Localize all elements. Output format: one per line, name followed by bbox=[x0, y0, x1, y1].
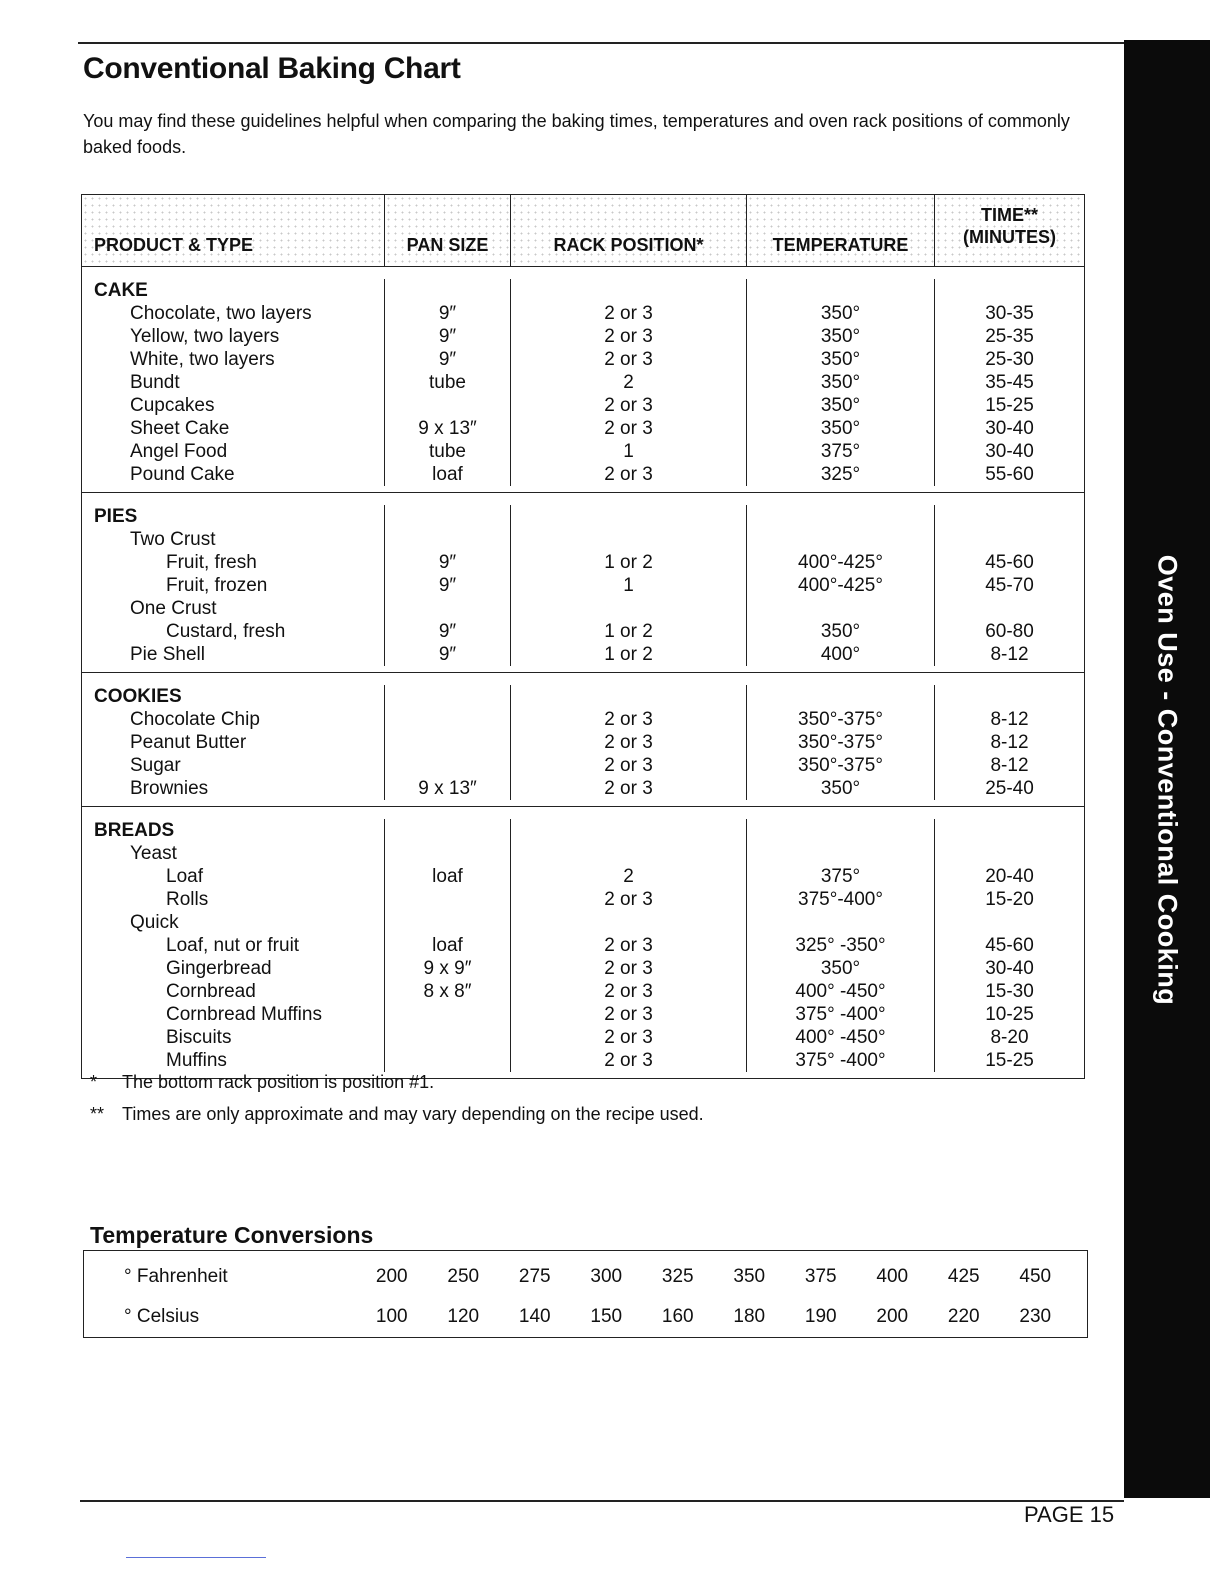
spacer bbox=[511, 279, 746, 302]
cell-time bbox=[935, 528, 1084, 551]
cell-rack: 2 or 3 bbox=[604, 755, 653, 776]
cell-time: 45-60 bbox=[985, 935, 1034, 956]
conversion-value: 375 bbox=[804, 1266, 837, 1287]
rack-position-col bbox=[510, 685, 746, 800]
rack-position-col bbox=[510, 279, 746, 486]
table-body bbox=[82, 267, 1084, 1078]
cell-pan bbox=[385, 1049, 510, 1072]
cell-temp bbox=[747, 528, 934, 551]
cell-temp: 375° bbox=[820, 441, 861, 462]
cell-temp: 350°-375° bbox=[798, 755, 883, 776]
conversions-table bbox=[83, 1250, 1088, 1338]
conversion-value: 200 bbox=[876, 1306, 909, 1327]
cell-time: 10-25 bbox=[985, 1004, 1034, 1025]
cell-rack: 2 or 3 bbox=[604, 326, 653, 347]
cell-pan: 9″ bbox=[438, 326, 457, 347]
cell-pan: loaf bbox=[432, 464, 463, 485]
cell-time: 60-80 bbox=[985, 621, 1034, 642]
cell-rack: 1 or 2 bbox=[604, 552, 653, 573]
cell-product: Chocolate, two layers bbox=[130, 303, 312, 324]
cell-product: Pound Cake bbox=[130, 464, 235, 485]
cell-time: 55-60 bbox=[985, 464, 1034, 485]
header-rack-position: RACK POSITION* bbox=[510, 195, 746, 266]
cell-time: 25-35 bbox=[985, 326, 1034, 347]
cell-product: Angel Food bbox=[130, 441, 228, 462]
cell-pan: loaf bbox=[432, 866, 463, 887]
conversion-value: 150 bbox=[590, 1306, 623, 1327]
cell-rack: 2 or 3 bbox=[604, 349, 653, 370]
cell-pan: 9″ bbox=[438, 349, 457, 370]
cell-time bbox=[935, 842, 1084, 865]
cell-temp: 350° bbox=[820, 958, 861, 979]
cell-product: Biscuits bbox=[166, 1027, 232, 1048]
conversion-value: 250 bbox=[447, 1266, 480, 1287]
conversion-value: 190 bbox=[804, 1306, 837, 1327]
cell-time: 45-60 bbox=[985, 552, 1034, 573]
spacer bbox=[935, 279, 1084, 302]
category-label: CAKE bbox=[94, 280, 148, 301]
cell-temp: 400° -450° bbox=[795, 1027, 886, 1048]
cell-rack bbox=[511, 528, 746, 551]
cell-rack: 2 or 3 bbox=[604, 732, 653, 753]
cell-pan: 9″ bbox=[438, 575, 457, 596]
cell-rack: 2 or 3 bbox=[604, 464, 653, 485]
spacer bbox=[935, 685, 1084, 708]
cell-rack: 2 or 3 bbox=[604, 958, 653, 979]
cell-product: Pie Shell bbox=[130, 644, 205, 665]
cell-rack: 2 or 3 bbox=[604, 889, 653, 910]
cell-time: 8-12 bbox=[990, 644, 1029, 665]
cell-pan bbox=[385, 528, 510, 551]
conversion-value: 100 bbox=[375, 1306, 408, 1327]
temperature-col bbox=[746, 279, 934, 486]
cell-rack bbox=[511, 911, 746, 934]
cell-time: 8-20 bbox=[990, 1027, 1029, 1048]
footnotes bbox=[90, 1072, 704, 1136]
cell-time: 15-25 bbox=[985, 1050, 1034, 1071]
cell-temp: 350° bbox=[820, 418, 861, 439]
product-col bbox=[82, 505, 384, 666]
pan-size-col bbox=[384, 279, 510, 486]
baking-chart-table bbox=[81, 194, 1085, 1079]
cell-pan bbox=[385, 754, 510, 777]
header-product: PRODUCT & TYPE bbox=[82, 195, 384, 266]
conversion-value: 325 bbox=[661, 1266, 694, 1287]
cell-product: Yellow, two layers bbox=[130, 326, 280, 347]
cell-pan: 8 x 8″ bbox=[423, 981, 472, 1002]
cell-temp: 350° bbox=[820, 621, 861, 642]
time-col bbox=[934, 505, 1084, 666]
spacer bbox=[747, 279, 934, 302]
cell-rack: 2 or 3 bbox=[604, 709, 653, 730]
spacer bbox=[511, 819, 746, 842]
cell-pan: 9″ bbox=[438, 552, 457, 573]
cell-rack: 1 or 2 bbox=[604, 621, 653, 642]
cell-pan: 9″ bbox=[438, 644, 457, 665]
cell-temp: 400° bbox=[820, 644, 861, 665]
cell-temp: 375° bbox=[820, 866, 861, 887]
cell-pan bbox=[385, 731, 510, 754]
cell-temp: 400°-425° bbox=[798, 552, 883, 573]
spacer bbox=[385, 505, 510, 528]
cell-time: 45-70 bbox=[985, 575, 1034, 596]
cell-rack: 2 or 3 bbox=[604, 1050, 653, 1071]
cell-product: Quick bbox=[130, 912, 179, 933]
cell-pan: tube bbox=[429, 441, 466, 462]
cell-rack bbox=[511, 597, 746, 620]
cell-pan bbox=[385, 708, 510, 731]
cell-product: One Crust bbox=[130, 598, 217, 619]
conversion-value: 180 bbox=[733, 1306, 766, 1327]
top-rule bbox=[78, 42, 1124, 44]
cell-temp: 350° bbox=[820, 326, 861, 347]
product-col bbox=[82, 279, 384, 486]
cell-temp: 375° -400° bbox=[795, 1050, 886, 1071]
conversion-value: 120 bbox=[447, 1306, 480, 1327]
conversion-value: 230 bbox=[1019, 1306, 1052, 1327]
spacer bbox=[747, 685, 934, 708]
cell-temp: 350° bbox=[820, 395, 861, 416]
cell-time: 15-25 bbox=[985, 395, 1034, 416]
table-section-pies bbox=[82, 493, 1084, 673]
conversion-row bbox=[84, 1297, 1087, 1337]
conversion-row bbox=[84, 1257, 1087, 1297]
cell-pan: 9 x 13″ bbox=[418, 418, 477, 439]
header-temperature: TEMPERATURE bbox=[746, 195, 934, 266]
header-time-line2: (MINUTES) bbox=[963, 226, 1056, 247]
cell-product: Sheet Cake bbox=[130, 418, 230, 439]
footnote bbox=[90, 1072, 704, 1104]
cell-pan bbox=[385, 1026, 510, 1049]
cell-time: 8-12 bbox=[990, 732, 1029, 753]
cell-temp bbox=[747, 842, 934, 865]
cell-rack: 2 or 3 bbox=[604, 935, 653, 956]
cell-product: Muffins bbox=[166, 1050, 227, 1071]
cell-temp: 375° -400° bbox=[795, 1004, 886, 1025]
pan-size-col bbox=[384, 505, 510, 666]
cell-temp: 350°-375° bbox=[798, 709, 883, 730]
cell-product: Rolls bbox=[166, 889, 209, 910]
spacer bbox=[385, 685, 510, 708]
cell-rack: 2 bbox=[623, 866, 634, 887]
conversions-title: Temperature Conversions bbox=[90, 1222, 374, 1248]
cell-time: 25-40 bbox=[985, 778, 1034, 799]
cell-pan bbox=[385, 1003, 510, 1026]
cell-product: Cornbread Muffins bbox=[166, 1004, 322, 1025]
footnote-mark: ** bbox=[90, 1104, 105, 1124]
cell-temp: 350° bbox=[820, 303, 861, 324]
spacer bbox=[747, 819, 934, 842]
scan-mark bbox=[126, 1557, 266, 1558]
cell-rack: 1 or 2 bbox=[604, 644, 653, 665]
product-col bbox=[82, 685, 384, 800]
temperature-col bbox=[746, 819, 934, 1072]
spacer bbox=[935, 819, 1084, 842]
rack-position-col bbox=[510, 505, 746, 666]
cell-pan bbox=[385, 597, 510, 620]
cell-product: Fruit, frozen bbox=[166, 575, 268, 596]
cell-rack: 2 or 3 bbox=[604, 1004, 653, 1025]
cell-pan bbox=[385, 394, 510, 417]
cell-temp: 400° -450° bbox=[795, 981, 886, 1002]
spacer bbox=[385, 819, 510, 842]
intro-text: You may find these guidelines helpful when comparing the baking times, temperatures and oven rack positions of commonly baked foods. bbox=[83, 111, 1070, 157]
cell-temp bbox=[747, 597, 934, 620]
cell-product: Chocolate Chip bbox=[130, 709, 260, 730]
cell-temp: 350°-375° bbox=[798, 732, 883, 753]
conversion-value: 200 bbox=[375, 1266, 408, 1287]
cell-time: 8-12 bbox=[990, 709, 1029, 730]
table-section-breads bbox=[82, 807, 1084, 1078]
side-tab-label: Oven Use - Conventional Cooking bbox=[1152, 554, 1183, 1006]
cell-rack: 2 or 3 bbox=[604, 303, 653, 324]
conversion-value: 425 bbox=[947, 1266, 980, 1287]
cell-product: White, two layers bbox=[130, 349, 275, 370]
cell-temp bbox=[747, 911, 934, 934]
footnote-text: The bottom rack position is position #1. bbox=[122, 1072, 435, 1092]
conversion-value: 275 bbox=[518, 1266, 551, 1287]
conversion-value: 350 bbox=[733, 1266, 766, 1287]
footnote-mark: * bbox=[90, 1072, 98, 1092]
page-title: Conventional Baking Chart bbox=[83, 52, 461, 85]
temperature-col bbox=[746, 685, 934, 800]
time-col bbox=[934, 279, 1084, 486]
cell-rack: 2 or 3 bbox=[604, 778, 653, 799]
bottom-rule bbox=[80, 1500, 1124, 1502]
temperature-col bbox=[746, 505, 934, 666]
category-label: COOKIES bbox=[94, 686, 182, 707]
time-col bbox=[934, 685, 1084, 800]
pan-size-col bbox=[384, 819, 510, 1072]
cell-time: 20-40 bbox=[985, 866, 1034, 887]
cell-rack: 2 or 3 bbox=[604, 981, 653, 1002]
cell-time: 30-40 bbox=[985, 958, 1034, 979]
conversion-value: 450 bbox=[1019, 1266, 1052, 1287]
cell-temp: 400°-425° bbox=[798, 575, 883, 596]
cell-temp: 350° bbox=[820, 778, 861, 799]
cell-time: 15-30 bbox=[985, 981, 1034, 1002]
cell-temp: 325° bbox=[820, 464, 861, 485]
cell-product: Gingerbread bbox=[166, 958, 272, 979]
cell-time: 25-30 bbox=[985, 349, 1034, 370]
cell-pan bbox=[385, 842, 510, 865]
cell-product: Brownies bbox=[130, 778, 209, 799]
cell-rack: 2 or 3 bbox=[604, 1027, 653, 1048]
spacer bbox=[511, 505, 746, 528]
cell-rack: 2 or 3 bbox=[604, 395, 653, 416]
cell-time: 30-40 bbox=[985, 441, 1034, 462]
cell-temp: 325° -350° bbox=[795, 935, 886, 956]
cell-time: 15-20 bbox=[985, 889, 1034, 910]
cell-product: Two Crust bbox=[130, 529, 216, 550]
product-col bbox=[82, 819, 384, 1072]
cell-time: 30-35 bbox=[985, 303, 1034, 324]
spacer bbox=[935, 505, 1084, 528]
cell-time bbox=[935, 911, 1084, 934]
spacer bbox=[385, 279, 510, 302]
cell-product: Yeast bbox=[130, 843, 177, 864]
cell-time bbox=[935, 597, 1084, 620]
conversion-value: 140 bbox=[518, 1306, 551, 1327]
conversion-value: 300 bbox=[590, 1266, 623, 1287]
cell-rack: 2 bbox=[623, 372, 634, 393]
cell-pan: tube bbox=[429, 372, 466, 393]
footnote-text: Times are only approximate and may vary depending on the recipe used. bbox=[122, 1104, 704, 1124]
cell-rack bbox=[511, 842, 746, 865]
footnote bbox=[90, 1104, 704, 1136]
cell-product: Loaf bbox=[166, 866, 203, 887]
cell-pan bbox=[385, 888, 510, 911]
cell-product: Cornbread bbox=[166, 981, 256, 1002]
header-pan-size: PAN SIZE bbox=[384, 195, 510, 266]
cell-product: Bundt bbox=[130, 372, 180, 393]
cell-temp: 350° bbox=[820, 372, 861, 393]
page-number: PAGE 15 bbox=[1024, 1502, 1115, 1527]
cell-product: Fruit, fresh bbox=[166, 552, 257, 573]
time-col bbox=[934, 819, 1084, 1072]
header-time-line1: TIME** bbox=[980, 204, 1038, 225]
conversion-value: 220 bbox=[947, 1306, 980, 1327]
conversion-value: 400 bbox=[876, 1266, 909, 1287]
table-header bbox=[82, 195, 1084, 267]
cell-pan: loaf bbox=[432, 935, 463, 956]
table-section-cookies bbox=[82, 673, 1084, 807]
spacer bbox=[511, 685, 746, 708]
conversion-label: ° Celsius bbox=[124, 1306, 200, 1327]
cell-product: Loaf, nut or fruit bbox=[166, 935, 300, 956]
cell-pan: 9″ bbox=[438, 621, 457, 642]
conversion-value: 160 bbox=[661, 1306, 694, 1327]
table-section-cake bbox=[82, 267, 1084, 493]
cell-temp: 375°-400° bbox=[798, 889, 883, 910]
cell-pan: 9 x 9″ bbox=[423, 958, 472, 979]
cell-time: 35-45 bbox=[985, 372, 1034, 393]
cell-rack: 1 bbox=[623, 441, 634, 462]
cell-pan: 9 x 13″ bbox=[418, 778, 477, 799]
cell-time: 30-40 bbox=[985, 418, 1034, 439]
cell-temp: 350° bbox=[820, 349, 861, 370]
cell-pan bbox=[385, 911, 510, 934]
header-time bbox=[934, 195, 1084, 266]
cell-rack: 1 bbox=[623, 575, 634, 596]
cell-product: Sugar bbox=[130, 755, 181, 776]
cell-rack: 2 or 3 bbox=[604, 418, 653, 439]
cell-product: Custard, fresh bbox=[166, 621, 286, 642]
cell-product: Peanut Butter bbox=[130, 732, 247, 753]
cell-pan: 9″ bbox=[438, 303, 457, 324]
category-label: PIES bbox=[94, 506, 138, 527]
cell-time: 8-12 bbox=[990, 755, 1029, 776]
spacer bbox=[747, 505, 934, 528]
conversion-label: ° Fahrenheit bbox=[124, 1266, 228, 1287]
cell-product: Cupcakes bbox=[130, 395, 215, 416]
category-label: BREADS bbox=[94, 820, 175, 841]
pan-size-col bbox=[384, 685, 510, 800]
rack-position-col bbox=[510, 819, 746, 1072]
